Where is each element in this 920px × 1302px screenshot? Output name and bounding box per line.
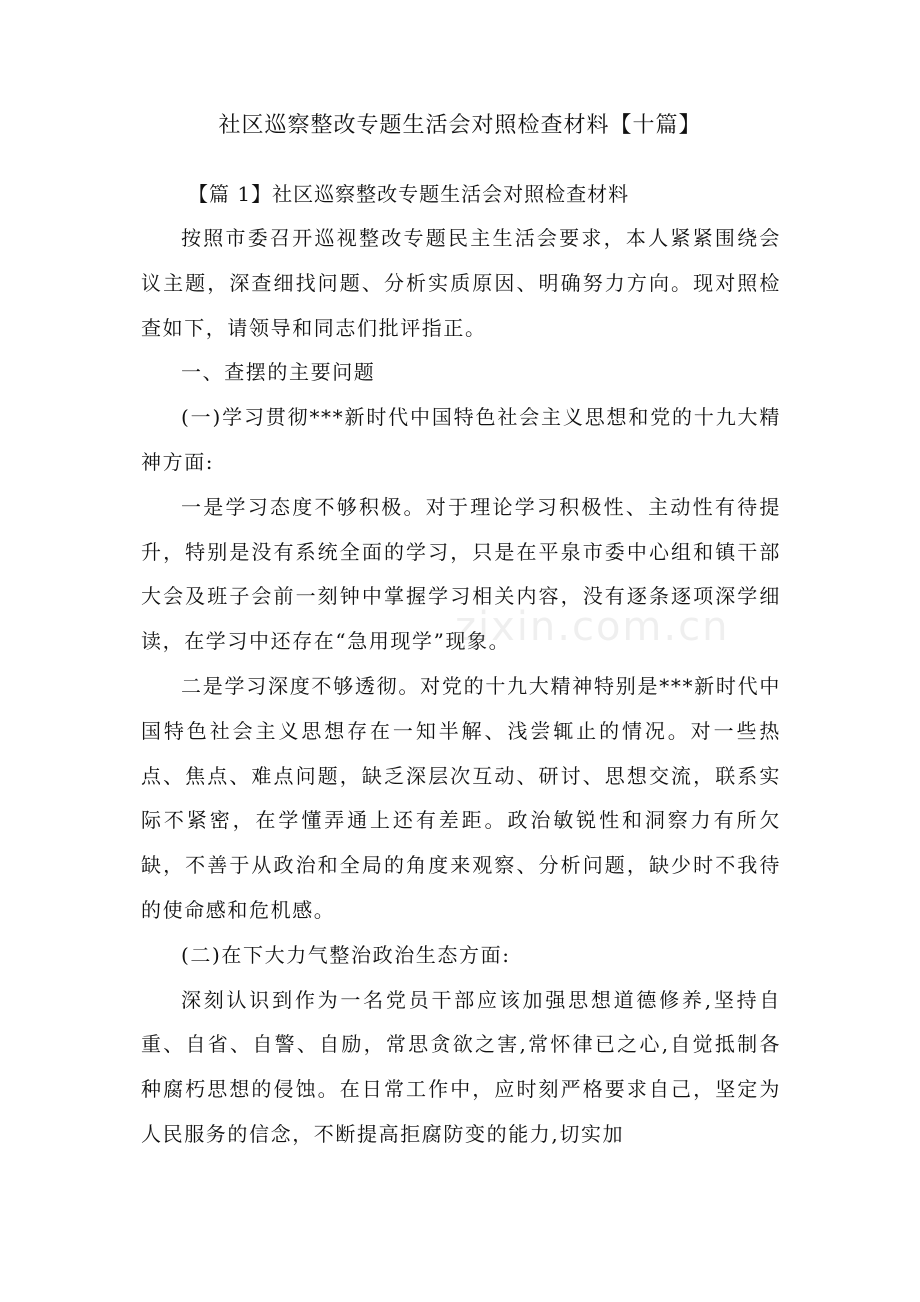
paragraph-self-discipline: 深刻认识到作为一名党员干部应该加强思想道德修养,坚持自重、自省、自警、自励，常思贪欲之害,常怀律已之心,自觉抵制各种腐朽思想的侵蚀。在日常工作中，应时刻严格要求自己，坚定为人民服务的信念，不断提高拒腐防变的能力,切实加 (141, 987, 781, 1146)
heading-main-problems: 一、查摆的主要问题 (181, 360, 376, 385)
subheading-study: (一)学习贯彻***新时代中国特色社会主义思想和党的十九大精神方面: (141, 405, 781, 474)
paragraph-study-attitude: 一是学习态度不够积极。对于理论学习积极性、主动性有待提升，特别是没有系统全面的学习，只是在平泉市委中心组和镇干部大会及班子会前一刻钟中掌握学习相关内容，没有逐条逐项深学细读，在学习中还存在“急用现学”现象。 (141, 494, 781, 654)
paragraph-intro: 按照市委召开巡视整改专题民主生活会要求，本人紧紧围绕会议主题，深查细找问题、分析实质原因、明确努力方向。现对照检查如下，请领导和同志们批评指正。 (141, 226, 781, 340)
document-title: 社区巡察整改专题生活会对照检查材料【十篇】 (218, 113, 702, 138)
subheading-political-ecology: (二)在下大力气整治政治生态方面: (181, 942, 511, 967)
watermark: zixin.com.cn (455, 604, 730, 650)
section-title: 【篇 1】社区巡察整改专题生活会对照检查材料 (188, 182, 630, 206)
document-body (141, 216, 781, 1157)
paragraph-study-depth: 二是学习深度不够透彻。对党的十九大精神特别是***新时代中国特色社会主义思想存在一知半解、浅尝辄止的情况。对一些热点、焦点、难点问题，缺乏深层次互动、研讨、思想交流，联系实际不紧密，在学懂弄通上还有差距。政治敏锐性和洞察力有所欠缺，不善于从政治和全局的角度来观察、分析问题，缺少时不我待的使命感和危机感。 (141, 673, 781, 922)
